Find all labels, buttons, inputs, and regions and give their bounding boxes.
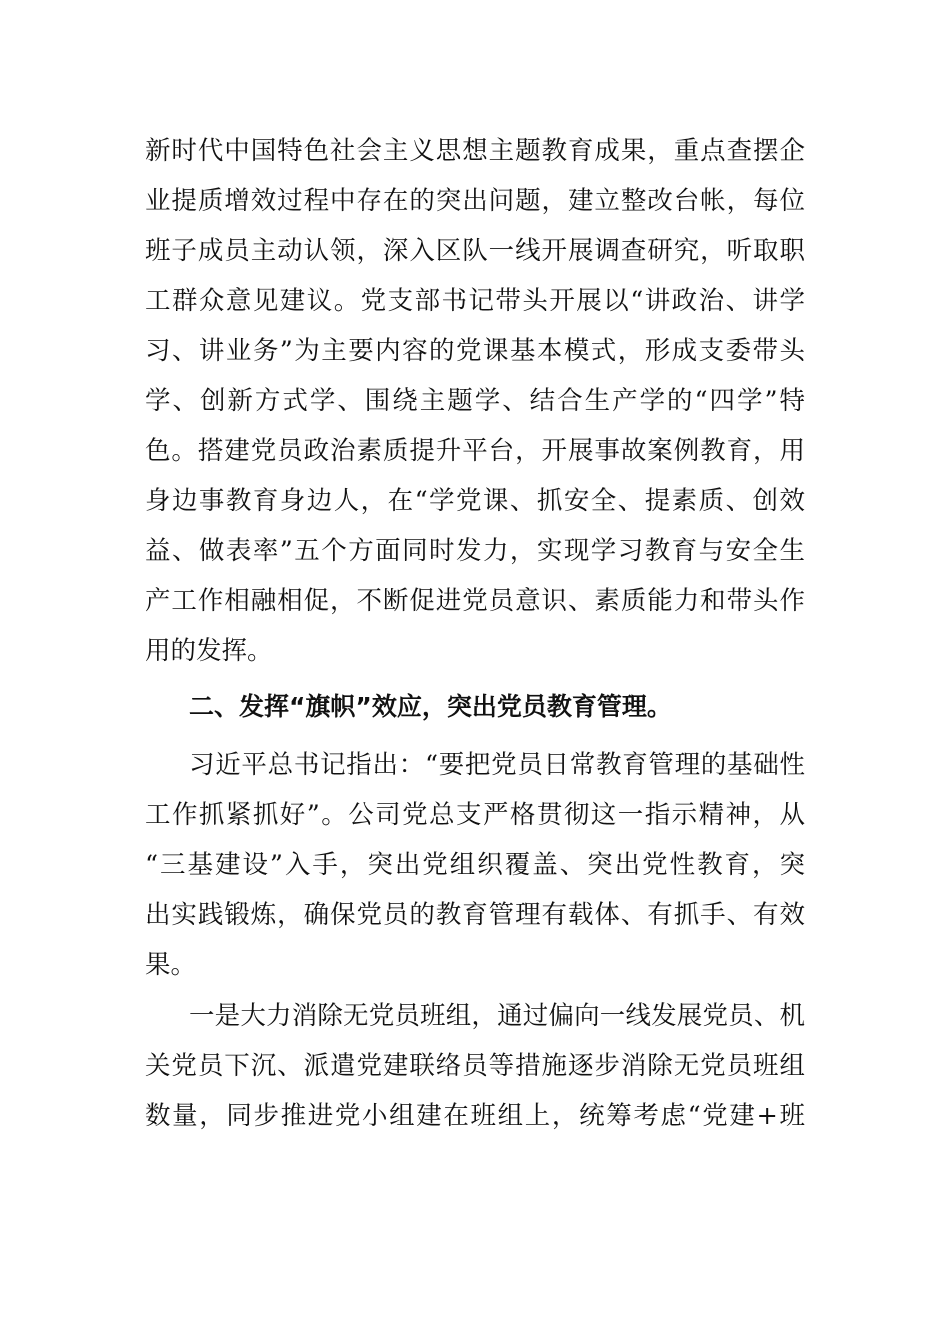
body-paragraph-1 xyxy=(145,126,805,676)
text-line: 益、做表率”五个方面同时发力，实现学习教育与安全生 xyxy=(145,536,805,566)
text-line: 一是大力消除无党员班组，通过偏向一线发展党员、机 xyxy=(189,1001,805,1031)
text-line: 产工作相融相促，不断促进党员意识、素质能力和带头作 xyxy=(145,586,805,616)
text-line: 新时代中国特色社会主义思想主题教育成果，重点查摆企 xyxy=(145,136,805,166)
text-line: “三基建设”入手，突出党组织覆盖、突出党性教育，突 xyxy=(145,850,805,880)
text-line: 学、创新方式学、围绕主题学、结合生产学的“四学”特 xyxy=(145,386,805,416)
text-line: 身边事教育身边人，在“学党课、抓安全、提素质、创效 xyxy=(145,486,805,516)
text-line: 业提质增效过程中存在的突出问题，建立整改台帐，每位 xyxy=(145,186,805,216)
text-line: 习、讲业务”为主要内容的党课基本模式，形成支委带头 xyxy=(145,336,805,366)
text-line: 班子成员主动认领，深入区队一线开展调查研究，听取职 xyxy=(145,236,805,266)
text-line: 工群众意见建议。党支部书记带头开展以“讲政治、讲学 xyxy=(145,286,805,316)
text-line: 关党员下沉、派遣党建联络员等措施逐步消除无党员班组 xyxy=(145,1051,805,1081)
text-line: 色。搭建党员政治素质提升平台，开展事故案例教育，用 xyxy=(145,436,805,466)
text-line: 出实践锻炼，确保党员的教育管理有载体、有抓手、有效 xyxy=(145,900,805,930)
text-line: 果。 xyxy=(145,950,197,980)
body-paragraph-3 xyxy=(145,991,805,1141)
text-line: 习近平总书记指出：“要把党员日常教育管理的基础性 xyxy=(189,750,805,780)
section-heading xyxy=(145,682,805,732)
text-line: 用的发挥。 xyxy=(145,636,273,666)
text-line: 数量，同步推进党小组建在班组上，统筹考虑“党建+班 xyxy=(145,1101,805,1131)
section-heading-text: 二、发挥“旗帜”效应，突出党员教育管理。 xyxy=(189,692,672,721)
body-paragraph-2 xyxy=(145,740,805,990)
text-line: 工作抓紧抓好”。公司党总支严格贯彻这一指示精神，从 xyxy=(145,800,805,830)
